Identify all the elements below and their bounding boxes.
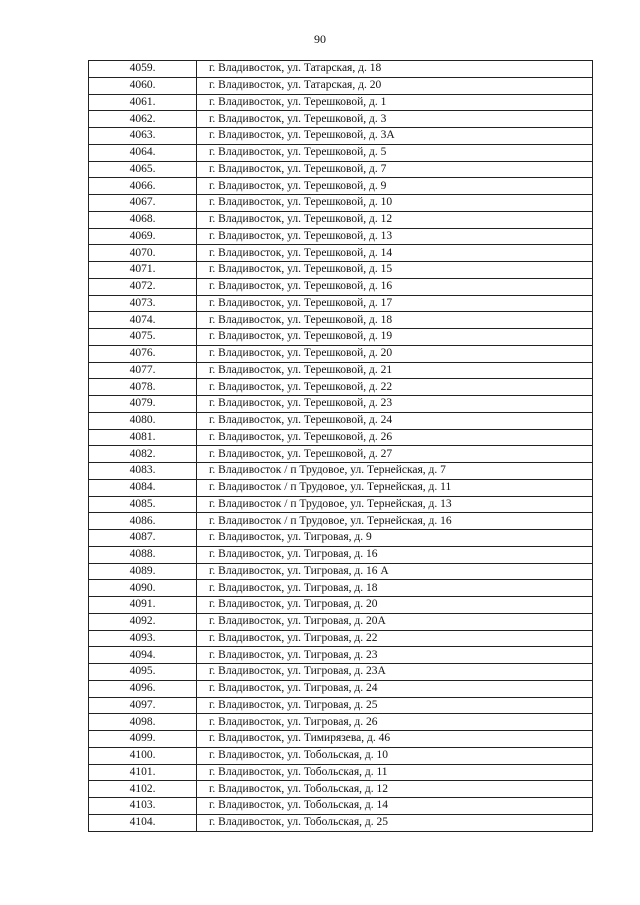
row-number: 4097. (89, 697, 197, 714)
table-row (89, 597, 593, 614)
row-number: 4073. (89, 295, 197, 312)
row-address: г. Владивосток, ул. Тигровая, д. 20А (197, 613, 593, 630)
table-row (89, 61, 593, 78)
row-number: 4072. (89, 278, 197, 295)
row-number: 4100. (89, 747, 197, 764)
row-number: 4092. (89, 613, 197, 630)
row-address: г. Владивосток, ул. Терешковой, д. 3А (197, 128, 593, 145)
row-address: г. Владивосток, ул. Терешковой, д. 23 (197, 396, 593, 413)
row-address: г. Владивосток, ул. Терешковой, д. 19 (197, 329, 593, 346)
row-number: 4078. (89, 379, 197, 396)
row-number: 4062. (89, 111, 197, 128)
row-address: г. Владивосток, ул. Терешковой, д. 16 (197, 278, 593, 295)
table-row (89, 329, 593, 346)
row-address: г. Владивосток, ул. Тобольская, д. 12 (197, 781, 593, 798)
table-row (89, 446, 593, 463)
row-address: г. Владивосток, ул. Терешковой, д. 1 (197, 94, 593, 111)
row-address: г. Владивосток, ул. Тимирязева, д. 46 (197, 731, 593, 748)
row-number: 4095. (89, 664, 197, 681)
table-body (89, 61, 593, 832)
row-number: 4087. (89, 530, 197, 547)
page-number: 90 (314, 32, 326, 46)
row-address: г. Владивосток, ул. Тигровая, д. 9 (197, 530, 593, 547)
row-number: 4082. (89, 446, 197, 463)
row-address: г. Владивосток, ул. Терешковой, д. 9 (197, 178, 593, 195)
row-number: 4070. (89, 245, 197, 262)
table-row (89, 144, 593, 161)
row-number: 4099. (89, 731, 197, 748)
table-row (89, 178, 593, 195)
row-number: 4090. (89, 580, 197, 597)
row-number: 4091. (89, 597, 197, 614)
row-number: 4060. (89, 77, 197, 94)
row-number: 4085. (89, 496, 197, 513)
row-number: 4071. (89, 262, 197, 279)
row-address: г. Владивосток, ул. Терешковой, д. 12 (197, 211, 593, 228)
row-address: г. Владивосток, ул. Тобольская, д. 14 (197, 798, 593, 815)
row-address: г. Владивосток, ул. Тигровая, д. 20 (197, 597, 593, 614)
row-address: г. Владивосток, ул. Татарская, д. 20 (197, 77, 593, 94)
table-row (89, 697, 593, 714)
table-row (89, 262, 593, 279)
row-address: г. Владивосток, ул. Терешковой, д. 17 (197, 295, 593, 312)
table-row (89, 664, 593, 681)
row-number: 4064. (89, 144, 197, 161)
table-row (89, 714, 593, 731)
table-row (89, 546, 593, 563)
row-number: 4076. (89, 345, 197, 362)
table-row (89, 412, 593, 429)
table-row (89, 781, 593, 798)
row-number: 4083. (89, 463, 197, 480)
table-row (89, 530, 593, 547)
row-number: 4066. (89, 178, 197, 195)
row-number: 4081. (89, 429, 197, 446)
table-row (89, 680, 593, 697)
row-address: г. Владивосток / п Трудовое, ул. Тернейская, д. 13 (197, 496, 593, 513)
table-row (89, 613, 593, 630)
table-row (89, 379, 593, 396)
row-address: г. Владивосток, ул. Терешковой, д. 20 (197, 345, 593, 362)
row-address: г. Владивосток, ул. Тигровая, д. 24 (197, 680, 593, 697)
row-address: г. Владивосток, ул. Терешковой, д. 18 (197, 312, 593, 329)
row-number: 4086. (89, 513, 197, 530)
table-row (89, 295, 593, 312)
table-row (89, 747, 593, 764)
table-row (89, 647, 593, 664)
row-address: г. Владивосток, ул. Терешковой, д. 22 (197, 379, 593, 396)
row-address: г. Владивосток, ул. Терешковой, д. 14 (197, 245, 593, 262)
table-row (89, 513, 593, 530)
row-number: 4079. (89, 396, 197, 413)
row-number: 4102. (89, 781, 197, 798)
row-address: г. Владивосток, ул. Терешковой, д. 3 (197, 111, 593, 128)
row-address: г. Владивосток, ул. Терешковой, д. 5 (197, 144, 593, 161)
row-number: 4077. (89, 362, 197, 379)
table-row (89, 580, 593, 597)
row-number: 4093. (89, 630, 197, 647)
row-address: г. Владивосток / п Трудовое, ул. Тернейская, д. 7 (197, 463, 593, 480)
table-row (89, 731, 593, 748)
table-row (89, 362, 593, 379)
table-row (89, 278, 593, 295)
table-row (89, 798, 593, 815)
table-row (89, 161, 593, 178)
row-number: 4094. (89, 647, 197, 664)
row-address: г. Владивосток / п Трудовое, ул. Тернейская, д. 16 (197, 513, 593, 530)
row-number: 4065. (89, 161, 197, 178)
row-address: г. Владивосток, ул. Тобольская, д. 10 (197, 747, 593, 764)
row-address: г. Владивосток, ул. Тобольская, д. 11 (197, 764, 593, 781)
row-number: 4069. (89, 228, 197, 245)
row-address: г. Владивосток / п Трудовое, ул. Тернейская, д. 11 (197, 479, 593, 496)
row-number: 4104. (89, 814, 197, 831)
row-address: г. Владивосток, ул. Тигровая, д. 23А (197, 664, 593, 681)
table-row (89, 630, 593, 647)
row-address: г. Владивосток, ул. Татарская, д. 18 (197, 61, 593, 78)
row-address: г. Владивосток, ул. Тобольская, д. 25 (197, 814, 593, 831)
row-number: 4074. (89, 312, 197, 329)
row-address: г. Владивосток, ул. Тигровая, д. 18 (197, 580, 593, 597)
row-number: 4098. (89, 714, 197, 731)
row-number: 4075. (89, 329, 197, 346)
row-address: г. Владивосток, ул. Терешковой, д. 15 (197, 262, 593, 279)
table-row (89, 94, 593, 111)
table-row (89, 496, 593, 513)
row-address: г. Владивосток, ул. Тигровая, д. 22 (197, 630, 593, 647)
table-row (89, 764, 593, 781)
row-number: 4088. (89, 546, 197, 563)
row-address: г. Владивосток, ул. Тигровая, д. 23 (197, 647, 593, 664)
table-row (89, 345, 593, 362)
row-number: 4101. (89, 764, 197, 781)
table-row (89, 111, 593, 128)
row-number: 4103. (89, 798, 197, 815)
table-row (89, 195, 593, 212)
row-address: г. Владивосток, ул. Терешковой, д. 27 (197, 446, 593, 463)
table-row (89, 479, 593, 496)
table-row (89, 429, 593, 446)
row-address: г. Владивосток, ул. Тигровая, д. 25 (197, 697, 593, 714)
row-number: 4061. (89, 94, 197, 111)
row-address: г. Владивосток, ул. Тигровая, д. 16 А (197, 563, 593, 580)
row-address: г. Владивосток, ул. Терешковой, д. 7 (197, 161, 593, 178)
row-number: 4084. (89, 479, 197, 496)
row-address: г. Владивосток, ул. Терешковой, д. 13 (197, 228, 593, 245)
row-number: 4080. (89, 412, 197, 429)
table-row (89, 463, 593, 480)
row-number: 4059. (89, 61, 197, 78)
row-number: 4096. (89, 680, 197, 697)
row-address: г. Владивосток, ул. Терешковой, д. 24 (197, 412, 593, 429)
row-number: 4068. (89, 211, 197, 228)
row-address: г. Владивосток, ул. Терешковой, д. 21 (197, 362, 593, 379)
row-address: г. Владивосток, ул. Терешковой, д. 10 (197, 195, 593, 212)
row-address: г. Владивосток, ул. Терешковой, д. 26 (197, 429, 593, 446)
table-row (89, 312, 593, 329)
table-row (89, 396, 593, 413)
table-row (89, 245, 593, 262)
table-row (89, 211, 593, 228)
row-address: г. Владивосток, ул. Тигровая, д. 26 (197, 714, 593, 731)
row-number: 4063. (89, 128, 197, 145)
row-address: г. Владивосток, ул. Тигровая, д. 16 (197, 546, 593, 563)
table-row (89, 563, 593, 580)
table-row (89, 228, 593, 245)
table-row (89, 814, 593, 831)
address-table (88, 60, 593, 832)
table-row (89, 77, 593, 94)
table-row (89, 128, 593, 145)
row-number: 4067. (89, 195, 197, 212)
row-number: 4089. (89, 563, 197, 580)
